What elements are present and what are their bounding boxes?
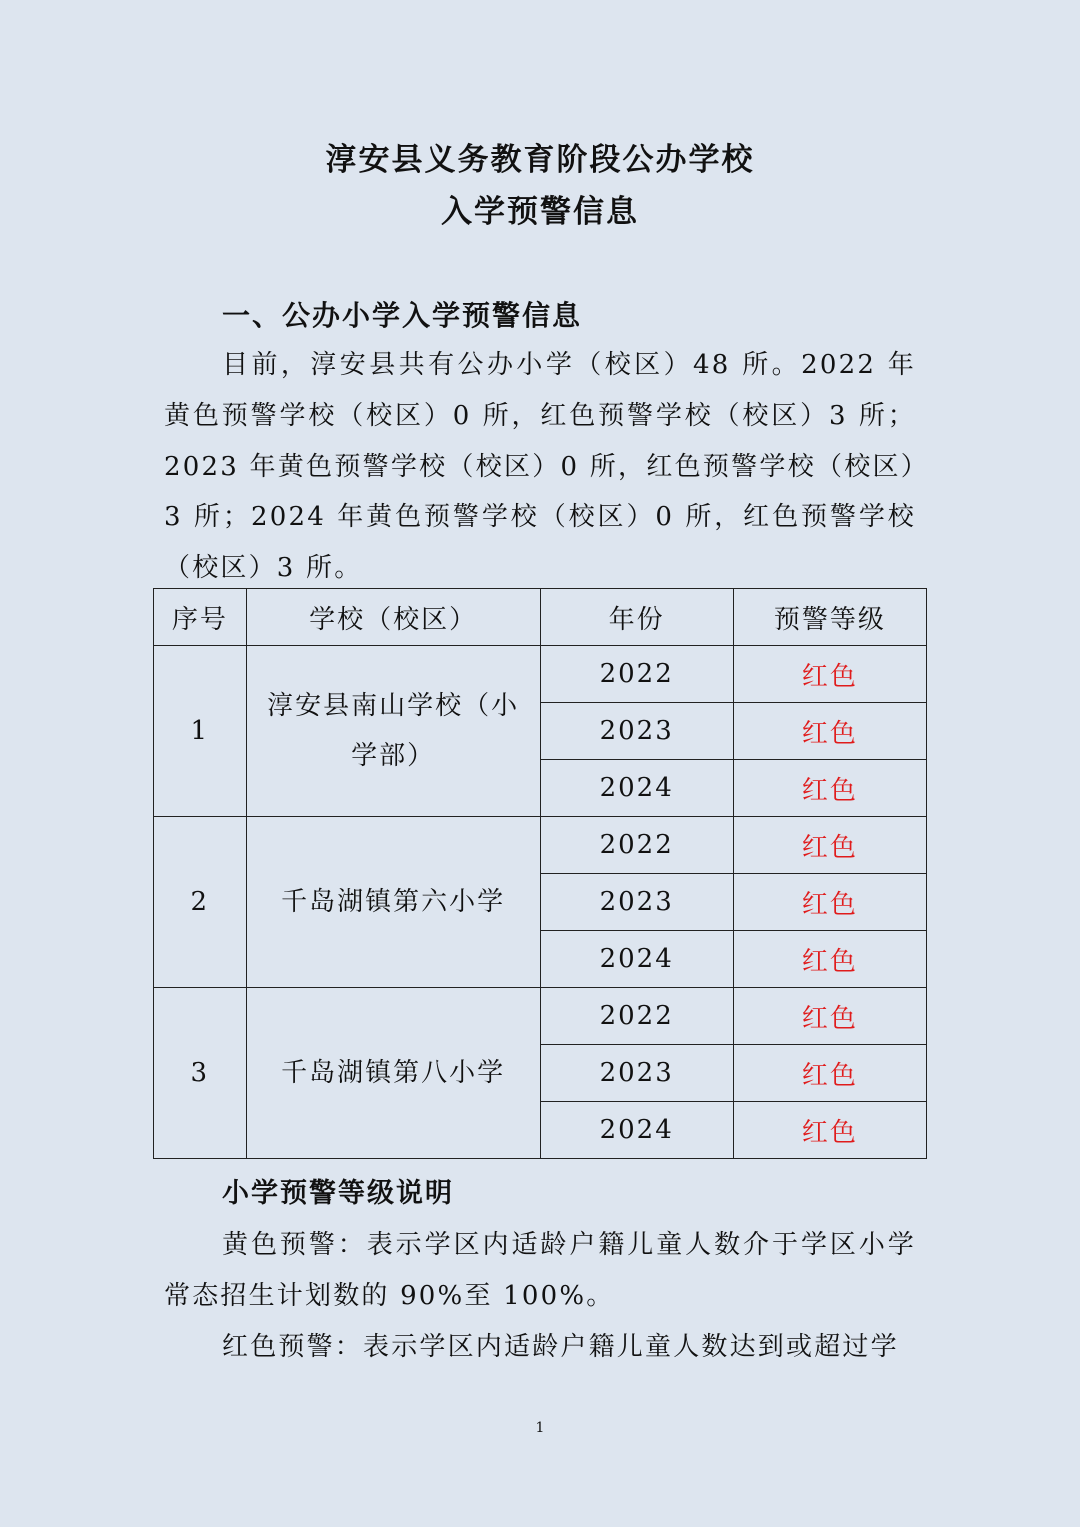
table-header-row: [154, 589, 927, 646]
row-year: 2022: [540, 817, 733, 874]
row-year: 2023: [540, 874, 733, 931]
row-level: 红色: [733, 988, 926, 1045]
row-year: 2024: [540, 1102, 733, 1159]
yellow-warning-paragraph: 黄色预警：表示学区内适龄户籍儿童人数介于学区小学常态招生计划数的 90%至 100%。: [164, 1230, 916, 1311]
explanation-heading: 小学预警等级说明: [222, 1178, 454, 1209]
document-title-line2: 入学预警信息: [441, 194, 639, 230]
row-no: 1: [154, 646, 247, 817]
row-school: 千岛湖镇第八小学: [246, 988, 540, 1159]
row-no: 2: [154, 817, 247, 988]
row-school: 淳安县南山学校（小学部）: [246, 646, 540, 817]
row-level: 红色: [733, 874, 926, 931]
row-level: 红色: [733, 931, 926, 988]
row-no: 3: [154, 988, 247, 1159]
row-level: 红色: [733, 646, 926, 703]
warning-table: [153, 588, 927, 1159]
document-title-line1: 淳安县义务教育阶段公办学校: [325, 142, 755, 178]
row-level: 红色: [733, 703, 926, 760]
row-level: 红色: [733, 760, 926, 817]
page-number: 1: [535, 1420, 545, 1436]
header-level: 预警等级: [733, 589, 926, 646]
red-warning-paragraph: 红色预警：表示学区内适龄户籍儿童人数达到或超过学: [222, 1332, 899, 1362]
section-heading: 一、公办小学入学预警信息: [222, 299, 583, 332]
table-row: [154, 646, 927, 703]
table-row: [154, 817, 927, 874]
row-year: 2023: [540, 703, 733, 760]
row-school: 千岛湖镇第六小学: [246, 817, 540, 988]
row-year: 2023: [540, 1045, 733, 1102]
header-year: 年份: [540, 589, 733, 646]
header-school: 学校（校区）: [246, 589, 540, 646]
row-year: 2022: [540, 988, 733, 1045]
row-year: 2024: [540, 760, 733, 817]
intro-paragraph: 目前，淳安县共有公办小学（校区）48 所。2022 年黄色预警学校（校区）0 所，红色预警学校（校区）3 所；2023 年黄色预警学校（校区）0 所，红色预警学校（校区）3 所；2024 年黄色预警学校（校区）0 所，红色预警学校（校区）3 所。: [164, 350, 916, 584]
row-level: 红色: [733, 1102, 926, 1159]
table-row: [154, 988, 927, 1045]
row-level: 红色: [733, 817, 926, 874]
header-no: 序号: [154, 589, 247, 646]
row-year: 2022: [540, 646, 733, 703]
row-level: 红色: [733, 1045, 926, 1102]
row-year: 2024: [540, 931, 733, 988]
